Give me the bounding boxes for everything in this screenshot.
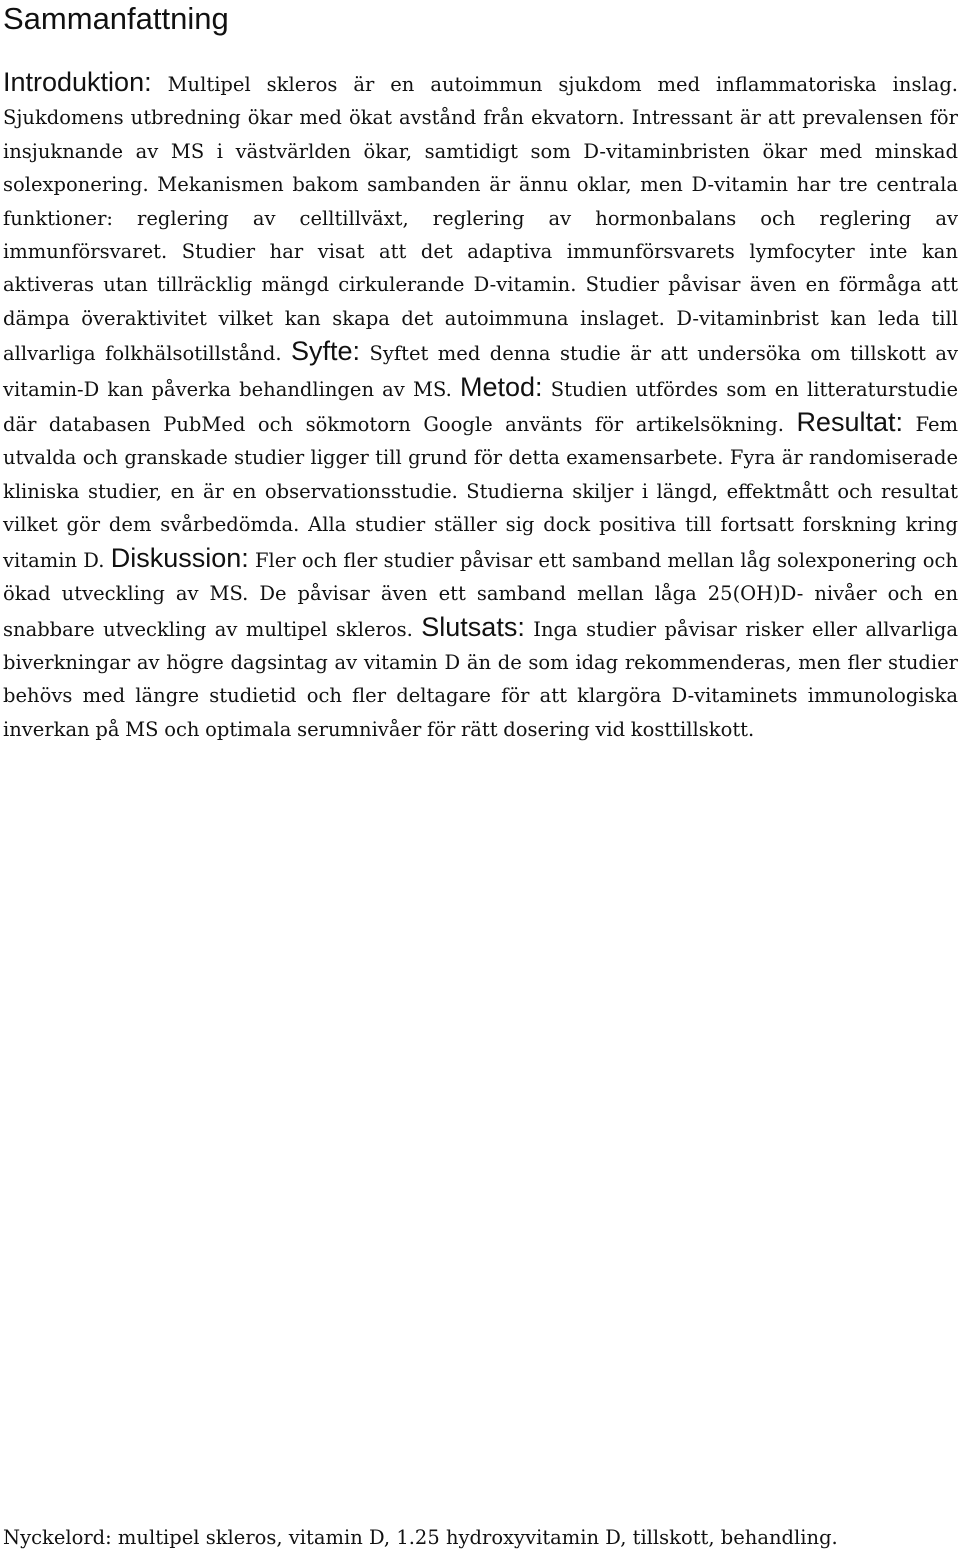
section-text-resultat: Fem utvalda och granskade studier ligger till grund för detta examensarbete. Fyra är randomiserade kliniska studier, en är en observationsstudie. Studierna skiljer i längd, effektmått och resultat vilket gör dem svårbedömda. Alla studier ställer sig dock positiva till fortsatt forskning kring vitamin D. [3,413,959,572]
keywords-line: Nyckelord: multipel skleros, vitamin D, 1.25 hydroxyvitamin D, tillskott, behandling. [3,1526,838,1549]
section-heading-slutsats: Slutsats: [421,611,525,642]
abstract-body [3,66,958,746]
section-heading-introduktion: Introduktion: [3,67,152,97]
section-heading-syfte: Syfte: [291,336,361,367]
section-heading-diskussion: Diskussion: [110,542,249,573]
section-heading-metod: Metod: [460,371,543,402]
section-heading-resultat: Resultat: [796,407,903,438]
section-text-metod: Studien utfördes som en litteraturstudie där databasen PubMed och sökmotorn Google använts för artikelsökning. [3,377,959,437]
section-text-introduktion: Multipel skleros är en autoimmun sjukdom med inflammatoriska inslag. Sjukdomens utbredning ökar med ökat avstånd från ekvatorn. Intressant är att prevalensen för insjuknande av MS i västvärlden ökar, samtidigt som D-vitaminbristen ökar med minskad solexponering. Mekanismen bakom sambanden är ännu oklar, men D-vitamin har tre centrala funktioner: reglering av celltillväxt, reglering av hormonbalans och reglering av immunförsvaret. Studier har visat att det adaptiva immunförsvarets lymfocyter inte kan aktiveras utan tillräcklig mängd cirkulerande D-vitamin. Studier påvisar även en förmåga att dämpa överaktivitet vilket kan skapa det autoimmuna inslaget. D-vitaminbrist kan leda till allvarliga folkhälsotillstånd. [3,73,958,366]
page-title: Sammanfattning [3,1,229,36]
section-text-syfte: Syftet med denna studie är att undersöka om tillskott av vitamin-D kan påverka behandlingen av MS. [3,342,958,401]
section-text-diskussion: Fler och fler studier påvisar ett samband mellan låg solexponering och ökad utveckling av MS. De påvisar även ett samband mellan låga 25(OH)D- nivåer och en snabbare utveckling av multipel skleros. [3,548,958,641]
section-text-slutsats: Inga studier påvisar risker eller allvarliga biverkningar av högre dagsintag av vitamin D än de som idag rekommenderas, men fler studier behövs med längre studietid och fler deltagare för att klargöra D-vitaminets immunologiska inverkan på MS och optimala serumnivåer för rätt dosering vid kosttillskott. [3,617,959,741]
